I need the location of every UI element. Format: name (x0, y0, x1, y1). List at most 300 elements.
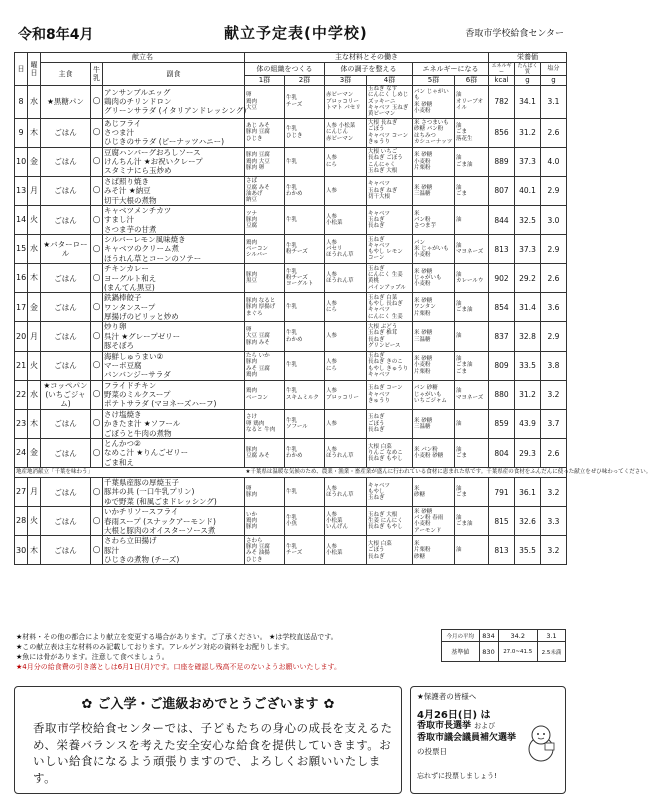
row-g3: 人参 小松菜 (325, 205, 367, 234)
footnote-payment: ★4月分の給食費の引き落としは6月1日(月)です。口座を確認し残高不足のないようお願いいたします。 (16, 663, 341, 672)
row-protein: 33.5 (515, 351, 541, 380)
row-g2: 牛乳 (285, 351, 325, 380)
row-date: 28 (15, 507, 28, 536)
row-g2: 牛乳 (285, 205, 325, 234)
avg-salt: 3.1 (538, 630, 566, 642)
election-mayor-text: 香取市長選挙 (417, 721, 472, 731)
table-row (15, 478, 567, 507)
col-g2: 2群 (285, 76, 325, 86)
row-salt: 3.3 (541, 507, 567, 536)
row-g4: 大根 長ねぎ ごぼう キャベツ コーン きゅうり (367, 118, 413, 147)
row-g6: 油 ごま油 (455, 293, 489, 322)
avg-kcal: 834 (479, 630, 498, 642)
dish-item: みそ汁 ★納豆 (104, 186, 151, 196)
row-protein: 32.6 (515, 507, 541, 536)
row-g3: 人参 ブロッコリー (325, 380, 367, 409)
row-salt: 3.6 (541, 293, 567, 322)
row-weekday: 水 (28, 235, 41, 264)
row-weekday: 月 (28, 478, 41, 507)
row-protein: 32.5 (515, 205, 541, 234)
row-g5: 米 パン粉 小麦粉 砂糖 (413, 438, 455, 467)
row-g5: 米 片栗粉 砂糖 (413, 536, 455, 565)
row-g6: 油 ごま油 (455, 507, 489, 536)
col-milk: 牛乳 (91, 63, 103, 86)
table-row (15, 351, 567, 380)
row-kcal: 813 (489, 235, 515, 264)
row-g4: 大根 ぶどう 玉ねぎ 椎茸 長ねぎ グリンピース (367, 322, 413, 351)
row-g3: 人参 小松菜 いんげん (325, 507, 367, 536)
page-header (14, 22, 566, 48)
row-g3: 人参 小松菜 にんじん 赤ピーマン (325, 118, 367, 147)
election-day-label: の投票日 (417, 747, 447, 757)
row-g1: 豚肉 なると 豚肉 厚揚げ まぐろ (245, 293, 285, 322)
row-milk: ○ (91, 235, 103, 264)
row-g6: 油 ごま 落花生 (455, 118, 489, 147)
col-salt: 塩分 (541, 63, 567, 76)
row-g5: 米 砂糖 三温糖 (413, 322, 455, 351)
dish-item: 豚そぼろ (104, 341, 134, 351)
row-salt: 2.6 (541, 264, 567, 293)
dish-item: ひじきのサラダ (ピーナッツハニー) (104, 137, 225, 147)
row-dishes (103, 438, 245, 467)
dish-item: グリーンサラダ (イタリアンドレッシング) (104, 106, 247, 116)
row-g3: 人参 (325, 409, 367, 438)
row-g4: キャベツ 玉ねぎ ねぎ 切干大根 (367, 176, 413, 205)
row-weekday: 火 (28, 507, 41, 536)
dish-item: 炒り卵 (104, 322, 127, 332)
row-dishes (103, 536, 245, 565)
dish-item: さわら立田揚げ (104, 536, 157, 546)
row-protein: 32.8 (515, 322, 541, 351)
row-protein: 34.1 (515, 86, 541, 119)
row-g4: 玉ねぎ ごぼう 長ねぎ (367, 409, 413, 438)
col-energy-src: エネルギーになる (413, 63, 489, 76)
row-date: 10 (15, 147, 28, 176)
row-g6: 油 カレールウ (455, 264, 489, 293)
row-g6: 油 ごま油 ごま (455, 351, 489, 380)
dish-item: 切干大根の煮物 (104, 195, 157, 205)
row-weekday: 木 (28, 536, 41, 565)
row-g4: 玉ねぎ キャベツ もやし レモン コーン (367, 235, 413, 264)
std-salt: 2.5未満 (538, 642, 566, 662)
unit-g: g (515, 76, 541, 86)
row-g2: 牛乳 (285, 478, 325, 507)
row-weekday: 月 (28, 176, 41, 205)
dish-item: さつま汁 (104, 127, 134, 137)
dish-item: ワンタンスープ (104, 302, 156, 312)
row-staple: ★バターロール (41, 235, 91, 264)
row-staple: ★黒糖パン (41, 86, 91, 119)
std-kcal: 830 (479, 642, 498, 662)
row-protein: 35.5 (515, 536, 541, 565)
row-milk: ○ (91, 147, 103, 176)
table-row (15, 118, 567, 147)
row-date: 23 (15, 409, 28, 438)
row-staple: ごはん (41, 409, 91, 438)
dish-item: いかチリソースフライ (104, 507, 179, 517)
row-g2: 牛乳 粉チーズ ヨーグルト (285, 264, 325, 293)
row-weekday: 火 (28, 205, 41, 234)
table-row (15, 205, 567, 234)
row-weekday: 水 (28, 86, 41, 119)
row-staple: ★コッペパン (いちごジャム) (41, 380, 91, 409)
election-reminder: 忘れずに投票しましょう! (417, 772, 497, 781)
row-g1: さけ 卵 鶏肉 なると 牛肉 (245, 409, 285, 438)
row-g5: 米 砂糖 ワンタン 片栗粉 (413, 293, 455, 322)
election-date: 4月26日(日) は (417, 710, 491, 721)
row-milk: ○ (91, 118, 103, 147)
avg-protein: 34.2 (498, 630, 538, 642)
dish-item: ゆで野菜 (和風ごまドレッシング) (104, 496, 217, 506)
row-g2: 牛乳 チーズ (285, 86, 325, 119)
dish-item: とんかつ② (104, 438, 141, 448)
col-staple: 主食 (41, 63, 91, 86)
row-milk: ○ (91, 507, 103, 536)
row-date: 30 (15, 536, 28, 565)
row-salt: 3.8 (541, 351, 567, 380)
row-g6: 油 オリーブオイル (455, 86, 489, 119)
dish-item: ごま和え (104, 457, 134, 467)
row-staple: ごはん (41, 478, 91, 507)
row-g4: 大根 白菜 りんご なめこ 長ねぎ もやし (367, 438, 413, 467)
row-g2: 牛乳 粉チーズ (285, 235, 325, 264)
row-salt: 3.2 (541, 478, 567, 507)
row-kcal: 807 (489, 176, 515, 205)
row-g4: 玉ねぎ 大根 生姜 にんにく 長ねぎ もやし (367, 507, 413, 536)
row-g5: 米 砂糖 三温糖 (413, 176, 455, 205)
row-g6: 油 (455, 322, 489, 351)
table-row (15, 322, 567, 351)
table-row (15, 176, 567, 205)
row-g1: ツナ 豚肉 豆腐 (245, 205, 285, 234)
row-salt: 3.0 (541, 205, 567, 234)
row-milk: ○ (91, 380, 103, 409)
row-g1: たら いか 豚肉 みそ 豆腐 鶏肉 (245, 351, 285, 380)
dish-item: ひじきの煮物 (チーズ) (104, 555, 180, 565)
row-milk: ○ (91, 409, 103, 438)
row-dishes (103, 478, 245, 507)
row-g6: 油 (455, 205, 489, 234)
table-row (15, 293, 567, 322)
page-title: 献立予定表(中学校) (224, 24, 368, 42)
dish-item: あじフライ (104, 118, 142, 128)
row-date: 20 (15, 322, 28, 351)
row-salt: 2.6 (541, 118, 567, 147)
row-weekday: 月 (28, 322, 41, 351)
row-kcal: 854 (489, 293, 515, 322)
dish-item: 豚丼の具 (一口牛乳プリン) (104, 487, 195, 497)
mascot-icon (523, 723, 559, 763)
row-milk: ○ (91, 351, 103, 380)
dish-item: マーボ豆腐 (104, 360, 142, 370)
row-date: 27 (15, 478, 28, 507)
row-milk: ○ (91, 205, 103, 234)
row-dishes (103, 380, 245, 409)
dish-item: 豚汁 (104, 545, 119, 555)
row-g2: 牛乳 わかめ (285, 438, 325, 467)
row-g2: 牛乳 ソフール (285, 409, 325, 438)
row-staple: ごはん (41, 438, 91, 467)
row-date: 8 (15, 86, 28, 119)
row-kcal: 837 (489, 322, 515, 351)
table-row (15, 86, 567, 119)
row-dishes (103, 147, 245, 176)
row-g3: 人参 ほうれん草 (325, 438, 367, 467)
table-row (15, 536, 567, 565)
row-weekday: 木 (28, 264, 41, 293)
row-kcal: 804 (489, 438, 515, 467)
row-staple: ごはん (41, 507, 91, 536)
row-g6: 油 ごま (455, 176, 489, 205)
row-salt: 2.9 (541, 176, 567, 205)
row-staple: ごはん (41, 536, 91, 565)
row-g1: 卵 大豆 豆腐 豚肉 みそ (245, 322, 285, 351)
row-weekday: 水 (28, 380, 41, 409)
row-g3: 人参 (325, 176, 367, 205)
row-protein: 37.3 (515, 235, 541, 264)
row-weekday: 金 (28, 438, 41, 467)
row-milk: ○ (91, 264, 103, 293)
row-g5: 米 さつまいも 砂糖 パン粉 はちみつ カシューナッツ (413, 118, 455, 147)
dish-item: すまし汁 (104, 215, 134, 225)
row-g4: 玉ねぎ 白菜 もやし 長ねぎ キャベツ にんにく 生姜 (367, 293, 413, 322)
row-dishes (103, 118, 245, 147)
dish-item: 呉汁 ★グレープゼリー (104, 331, 181, 341)
table-row (15, 235, 567, 264)
row-milk: ○ (91, 176, 103, 205)
row-g3: 人参 ほうれん草 (325, 478, 367, 507)
row-salt: 2.9 (541, 235, 567, 264)
row-date: 15 (15, 235, 28, 264)
row-g5: 米 パン粉 さつま芋 (413, 205, 455, 234)
row-salt: 3.2 (541, 380, 567, 409)
row-kcal: 880 (489, 380, 515, 409)
table-row (15, 147, 567, 176)
std-protein: 27.0~41.5 (498, 642, 538, 662)
row-g4: キャベツ もやし 玉ねぎ (367, 478, 413, 507)
year-month: 令和8年4月 (18, 27, 94, 43)
dish-item: 鉄鍋棒餃子 (104, 293, 142, 303)
row-g6: 油 (455, 409, 489, 438)
col-weekday: 曜日 (28, 53, 41, 86)
row-g2: 牛乳 スキムミルク (285, 380, 325, 409)
dish-item: 千葉県産豚の厚焼玉子 (104, 478, 179, 488)
std-label: 基準値 (442, 642, 480, 662)
table-row (15, 507, 567, 536)
row-g5: 米 砂糖 小麦粉 片栗粉 (413, 147, 455, 176)
row-dishes (103, 264, 245, 293)
row-g3: 赤ピーマン ブロッコリー トマト パセリ (325, 86, 367, 119)
row-g4: 大根 いちご 長ねぎ ごぼう こんにゃく 玉ねぎ 大根 (367, 147, 413, 176)
col-menu-name: 献立名 (41, 53, 245, 63)
row-staple: ごはん (41, 322, 91, 351)
row-g5: パン 砂糖 じゃがいも いちごジャム (413, 380, 455, 409)
row-g4: 大根 白菜 ごぼう 長ねぎ (367, 536, 413, 565)
row-dishes (103, 235, 245, 264)
row-date: 24 (15, 438, 28, 467)
row-milk: ○ (91, 478, 103, 507)
row-g4: 玉ねぎ なす にんにく しめじ ズッキーニ キャベツ 玉ねぎ 黄ピーマン (367, 86, 413, 119)
row-g4: 玉ねぎ コーン キャベツ きゅうり (367, 380, 413, 409)
row-milk: ○ (91, 438, 103, 467)
row-date: 9 (15, 118, 28, 147)
row-g5: 米 砂糖 じゃがいも 小麦粉 (413, 264, 455, 293)
row-date: 22 (15, 380, 28, 409)
dish-item: チキンカレー (104, 264, 149, 274)
row-g3: 人参 (325, 322, 367, 351)
row-kcal: 809 (489, 351, 515, 380)
row-date: 17 (15, 293, 28, 322)
row-g4: 玉ねぎ 長ねぎ きのこ もやし きゅうり キャベツ (367, 351, 413, 380)
col-g5: 5群 (413, 76, 455, 86)
table-row (15, 380, 567, 409)
dish-item: 野菜のミルクスープ (104, 390, 171, 400)
dish-item: ごぼうと牛肉の煮物 (104, 428, 172, 438)
dish-item: 厚揚げのピリッと炒め (104, 312, 179, 322)
row-dishes (103, 293, 245, 322)
row-kcal: 844 (489, 205, 515, 234)
row-milk: ○ (91, 322, 103, 351)
row-protein: 29.3 (515, 438, 541, 467)
col-g1: 1群 (245, 76, 285, 86)
row-g5: パン じゃがいも 米 砂糖 小麦粉 (413, 86, 455, 119)
footnote: ★材料・その他の都合により献立を変更する場合があります。ご了承ください。 ★は学校直送品です。 (16, 633, 338, 641)
col-body-build: 体の組織をつくる (245, 63, 325, 76)
row-date: 21 (15, 351, 28, 380)
row-staple: ごはん (41, 147, 91, 176)
row-protein: 40.1 (515, 176, 541, 205)
row-g1: あじ みそ 豚肉 豆腐 ひじき (245, 118, 285, 147)
row-g1: さわら 豚肉 豆腐 みそ 油揚 ひじき (245, 536, 285, 565)
dish-item: 大根と豚肉のオイスターソース煮 (104, 525, 216, 535)
row-staple: ごはん (41, 176, 91, 205)
row-weekday: 金 (28, 147, 41, 176)
row-protein: 36.1 (515, 478, 541, 507)
row-protein: 31.4 (515, 293, 541, 322)
row-dishes (103, 409, 245, 438)
dish-item: 鶏肉のチリンドロン (104, 97, 172, 107)
row-g4: キャベツ 玉ねぎ 長ねぎ (367, 205, 413, 234)
row-g6: 油 ごま (455, 478, 489, 507)
dish-item: さば照り焼き (104, 176, 149, 186)
col-ingredients: 主な材料とその働き (245, 53, 489, 63)
flower-icon: ✿ (323, 697, 335, 712)
row-kcal: 791 (489, 478, 515, 507)
dish-item: 海鮮しゅうまい② (104, 351, 164, 361)
election-and: および (474, 722, 496, 730)
dish-item: キャベツのクリーム煮 (104, 244, 179, 254)
table-row (15, 409, 567, 438)
note-row (15, 468, 567, 478)
row-g1: 豚肉 豆腐 鶏肉 大豆 豚肉 卵 (245, 147, 285, 176)
row-g6: 油 ごま油 (455, 147, 489, 176)
row-g5: 米 砂糖 小麦粉 片栗粉 (413, 351, 455, 380)
row-milk: ○ (91, 536, 103, 565)
row-salt: 2.9 (541, 322, 567, 351)
row-staple: ごはん (41, 264, 91, 293)
row-g1: 鶏肉 ベーコン (245, 380, 285, 409)
row-staple: ごはん (41, 118, 91, 147)
row-g1: いか 鶏肉 豚肉 (245, 507, 285, 536)
note-text: ★千葉県は温暖な気候のため、農業・漁業・畜産業が盛んに行われている食材に恵まれた県です。千葉県産の食材をふんだんに使った献立をぜひ味わってください。 (245, 468, 567, 478)
row-kcal: 782 (489, 86, 515, 119)
row-g2: 牛乳 チーズ (285, 536, 325, 565)
row-staple: ごはん (41, 351, 91, 380)
dish-item: ヨーグルト和え (104, 273, 157, 283)
row-kcal: 815 (489, 507, 515, 536)
row-g1: 卵 鶏肉 大豆 (245, 86, 285, 119)
row-date: 13 (15, 176, 28, 205)
row-g2: 牛乳 わかめ (285, 322, 325, 351)
election-box (410, 686, 566, 794)
row-g2: 牛乳 (285, 293, 325, 322)
dish-item: アンサンブルエッグ (104, 87, 171, 97)
welcome-title-row (23, 693, 393, 712)
col-g4: 4群 (367, 76, 413, 86)
row-g4: 玉ねぎ にんにく 生姜 黄桃 パインアップル (367, 264, 413, 293)
row-weekday: 木 (28, 118, 41, 147)
dish-item: なめこ汁 ★りんごゼリー (104, 448, 189, 458)
election-intro: ★保護者の皆様へ (417, 692, 477, 701)
row-g5: 米 砂糖 (413, 478, 455, 507)
nutrition-summary (441, 629, 566, 662)
row-protein: 31.2 (515, 380, 541, 409)
table-row (15, 264, 567, 293)
col-date: 日 (15, 53, 28, 86)
row-salt: 4.0 (541, 147, 567, 176)
row-kcal: 889 (489, 147, 515, 176)
col-energy: エネルギー (489, 63, 515, 76)
row-date: 16 (15, 264, 28, 293)
row-weekday: 火 (28, 351, 41, 380)
row-g3: 人参 にら (325, 147, 367, 176)
row-kcal: 856 (489, 118, 515, 147)
menu-table (14, 52, 651, 565)
dish-item: ポテトサラダ (マヨネーズハーフ) (104, 399, 217, 409)
row-salt: 3.1 (541, 86, 567, 119)
row-g6: 油 マヨネーズ (455, 235, 489, 264)
row-g1: 豚肉 豆腐 みそ (245, 438, 285, 467)
dish-item: けんちん汁 ★お祝いクレープ (104, 157, 203, 167)
row-dishes (103, 507, 245, 536)
note-label: 地産地消献立「千葉を味わう」 (15, 468, 245, 478)
row-g6: 油 (455, 536, 489, 565)
col-g6: 6群 (455, 76, 489, 86)
row-milk: ○ (91, 293, 103, 322)
avg-label: 今月の平均 (442, 630, 480, 642)
row-g3: 人参 にら (325, 351, 367, 380)
row-staple: ごはん (41, 205, 91, 234)
row-g2: 牛乳 ひじき (285, 118, 325, 147)
row-kcal: 859 (489, 409, 515, 438)
row-g1: 鶏肉 ベーコン シルバー (245, 235, 285, 264)
table-row (15, 438, 567, 467)
unit-kcal: kcal (489, 76, 515, 86)
row-dishes (103, 322, 245, 351)
row-dishes (103, 176, 245, 205)
col-protein: たんぱく質 (515, 63, 541, 76)
row-g6: 油 ごま (455, 438, 489, 467)
dish-item: 豆腐ハンバーグおろしソース (104, 147, 201, 157)
dish-item: 春雨スープ (スナックアーモンド) (104, 516, 216, 526)
row-dishes (103, 205, 245, 234)
col-nutrition: 栄養価 (489, 53, 567, 63)
row-protein: 37.3 (515, 147, 541, 176)
dish-item: (まんてん黒豆) (104, 282, 155, 292)
col-body-adjust: 体の調子を整える (325, 63, 413, 76)
row-g1: 卵 豚肉 (245, 478, 285, 507)
row-dishes (103, 86, 245, 119)
